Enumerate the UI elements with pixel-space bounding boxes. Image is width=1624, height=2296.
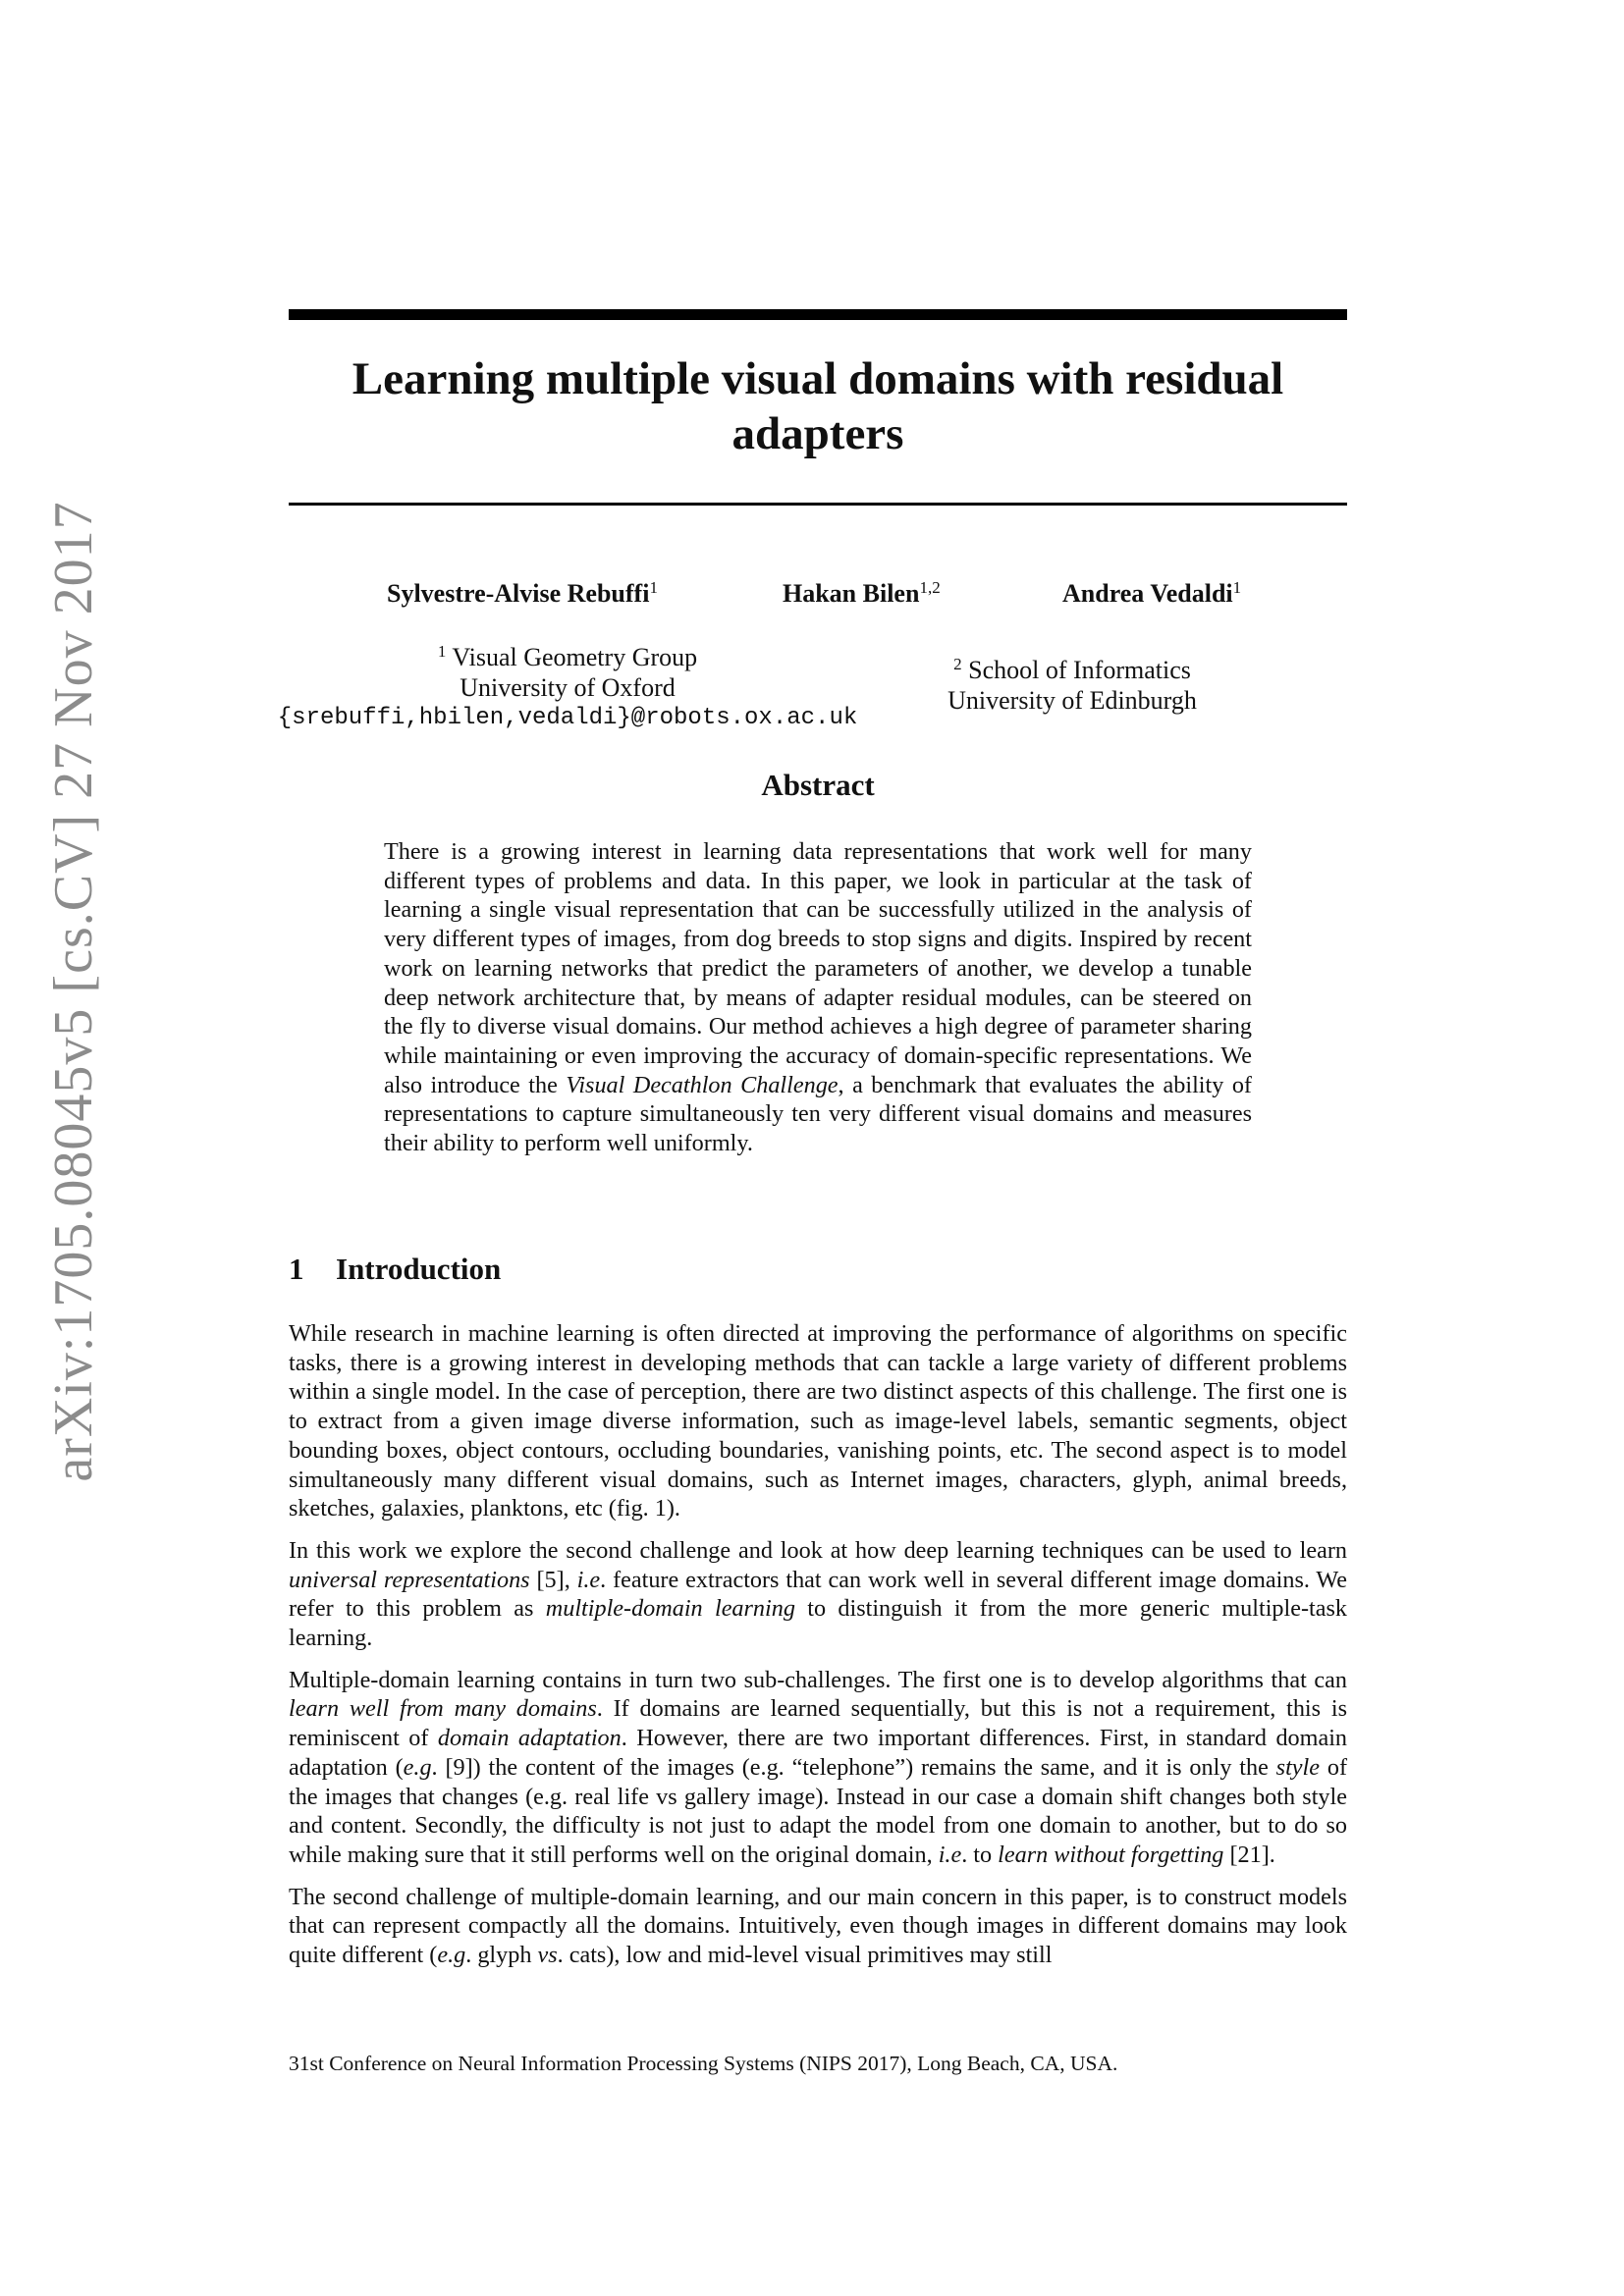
author-name: Hakan Bilen — [783, 579, 920, 608]
title-rule-bottom — [289, 503, 1347, 506]
section-number: 1 — [289, 1252, 304, 1286]
author-emails: {srebuffi,hbilen,vedaldi}@robots.ox.ac.uk — [277, 705, 858, 731]
author-affiliation-mark: 1 — [649, 578, 658, 597]
paper-title: Learning multiple visual domains with residual adapters — [352, 353, 1284, 459]
paragraph: While research in machine learning is often directed at improving the performance of algorithms on specific tasks, there is a growing interest in developing methods that can tackle a large variety of different problems within a single model. In the case of perception, there are two distinct aspects of this challenge. The first one is to extract from a given image diverse information, such as image-level labels, semantic segments, object bounding boxes, object contours, occluding boundaries, vanishing points, etc. The second aspect is to model simultaneously many different visual domains, such as Internet images, characters, glyph, animal breeds, sketches, galaxies, planktons, etc (fig. 1). — [289, 1320, 1347, 1522]
conference-footnote: 31st Conference on Neural Information Processing Systems (NIPS 2017), Long Beach, CA, USA. — [289, 2052, 1118, 2075]
abstract-heading: Abstract — [761, 768, 875, 802]
author-affiliation-mark: 1,2 — [919, 578, 941, 597]
paragraph: Multiple-domain learning contains in turn two sub-challenges. The first one is to develop algorithms that can learn well from many domains. If domains are learned sequentially, but this is not a requirement, this is reminiscent of domain adaptation. However, there are two important differences. First, in standard domain adaptation (e.g. [9]) the content of the images (e.g. “telephone”) remains the same, and it is only the style of the images that changes (e.g. real life vs gallery image). Instead in our case a domain shift changes both style and content. Secondly, the difficulty is not just to adapt the model from one domain to another, but to do so while making sure that it still performs well on the original domain, i.e. to learn without forgetting [21]. — [289, 1666, 1348, 1868]
arxiv-identifier-stamp: arXiv:1705.08045v5 [cs.CV] 27 Nov 2017 — [43, 501, 104, 1482]
author-1 — [387, 579, 658, 609]
paragraph: In this work we explore the second challenge and look at how deep learning techniques can be used to learn universal representations [5], i.e. feature extractors that can work well in several different image domains. We refer to this problem as multiple-domain learning to distinguish it from the more generic multiple-task learning. — [289, 1536, 1347, 1652]
abstract-text: There is a growing interest in learning data representations that work well for many different types of problems and data. In this paper, we look in particular at the task of learning a single visual representation that can be successfully utilized in the analysis of very different types of images, from dog breeds to stop signs and digits. Inspired by recent work on learning networks that predict the parameters of another, we develop a tunable deep network architecture that, by means of adapter residual modules, can be steered on the fly to diverse visual domains. Our method achieves a high degree of parameter sharing while maintaining or even improving the accuracy of domain-specific representations. We also introduce the Visual Decathlon Challenge, a benchmark that evaluates the ability of representations to capture simultaneously ten very different visual domains and measures their ability to perform well uniformly. — [384, 838, 1252, 1157]
author-3 — [1062, 579, 1241, 609]
section-title: Introduction — [336, 1252, 502, 1286]
affiliation-mark: 2 — [953, 655, 962, 673]
author-affiliation-mark: 1 — [1232, 578, 1242, 597]
section-heading-introduction — [289, 1252, 501, 1287]
affiliation-line: University of Edinburgh — [947, 686, 1197, 715]
author-2 — [783, 579, 941, 609]
affiliation-line: University of Oxford — [460, 673, 676, 702]
author-name: Andrea Vedaldi — [1062, 579, 1233, 608]
introduction-body — [289, 1319, 1347, 1983]
affiliation-line: $^2$ School of Informatics — [953, 655, 1191, 684]
affiliation-edinburgh — [947, 655, 1197, 716]
title-rule-top — [289, 309, 1347, 320]
affiliation-mark: 1 — [437, 642, 447, 661]
paragraph: The second challenge of multiple-domain learning, and our main concern in this paper, is to construct models that can represent compactly all the domains. Intuitively, even though images in different domains may look quite different (e.g. glyph vs. cats), low and mid-level visual primitives may still — [289, 1883, 1347, 1969]
affiliation-line: $^1$ Visual Geometry Group — [437, 642, 698, 671]
affiliation-oxford — [278, 642, 858, 733]
author-name: Sylvestre-Alvise Rebuffi — [387, 579, 650, 608]
